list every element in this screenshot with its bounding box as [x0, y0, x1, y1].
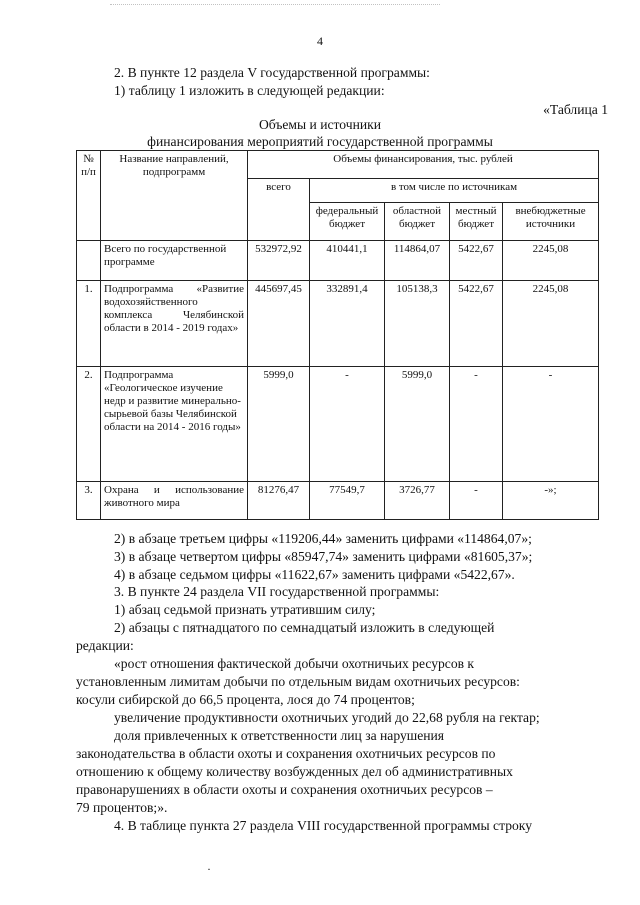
cell-num: 2. [77, 367, 101, 482]
cell-federal: 77549,7 [310, 482, 385, 520]
table-row [77, 281, 599, 367]
body-line: редакции: [76, 638, 134, 653]
cell-total: 5999,0 [248, 367, 310, 482]
cell-offbudget: 2245,08 [503, 241, 599, 281]
header-num: № п/п [77, 151, 101, 241]
body-line: 3) в абзаце четвертом цифры «85947,74» заменить цифрами «81605,37»; [114, 549, 533, 564]
header-offbudget: внебюджетные источники [503, 203, 599, 241]
cell-local: 5422,67 [450, 281, 503, 367]
header-volumes: Объемы финансирования, тыс. рублей [248, 151, 599, 179]
body-line: 79 процентов;». [76, 800, 168, 815]
body-line: доля привлеченных к ответственности лиц за нарушения [114, 728, 445, 743]
body-line: «рост отношения фактической добычи охотничьих ресурсов к [114, 656, 475, 671]
cell-total: 532972,92 [248, 241, 310, 281]
table-title: Объемы и источники [258, 117, 382, 132]
body-line: 4. В таблице пункта 27 раздела VIII государственной программы строку [114, 818, 532, 833]
cell-offbudget: - [503, 367, 599, 482]
cell-regional: 114864,07 [385, 241, 450, 281]
body-line: 4) в абзаце седьмом цифры «11622,67» заменить цифрами «5422,67». [114, 567, 515, 582]
financing-table [76, 150, 599, 520]
cell-name: Подпрограмма «Развитие водохозяйственного комплекса Челябинской области в 2014 - 2019 годах» [101, 281, 248, 367]
body-line: отношению к общему количеству возбужденных дел об административных [76, 764, 513, 779]
body-line: правонарушениях в области охоты и сохранения охотничьих ресурсов – [76, 782, 493, 797]
cell-regional: 5999,0 [385, 367, 450, 482]
cell-num: 1. [77, 281, 101, 367]
cell-regional: 105138,3 [385, 281, 450, 367]
paragraph-subitem-1: 1) таблицу 1 изложить в следующей редакции: [114, 83, 385, 98]
cell-num: 3. [77, 482, 101, 520]
table-row [77, 241, 599, 281]
body-line: 2) в абзаце третьем цифры «119206,44» заменить цифрами «114864,07»; [114, 531, 532, 546]
header-name: Название направлений, подпрограмм [101, 151, 248, 241]
cell-local: 5422,67 [450, 241, 503, 281]
table-row [77, 482, 599, 520]
cell-federal: 332891,4 [310, 281, 385, 367]
header-sources: в том числе по источникам [310, 179, 599, 203]
cell-name: Всего по государственной программе [101, 241, 248, 281]
body-line: законодательства в области охоты и сохранения охотничьих ресурсов по [76, 746, 496, 761]
body-line: установленным лимитам добычи по отдельным видам охотничьих ресурсов: [76, 674, 520, 689]
table-subtitle: финансирования мероприятий государственной программы [147, 134, 493, 149]
cell-num [77, 241, 101, 281]
cell-total: 81276,47 [248, 482, 310, 520]
cell-federal: 410441,1 [310, 241, 385, 281]
cell-local: - [450, 367, 503, 482]
cell-offbudget: 2245,08 [503, 281, 599, 367]
cell-name: Подпрограмма «Геологическое изучение недр и развитие минерально-сырьевой базы Челябинской области на 2014 - 2016 годы» [101, 367, 248, 482]
scan-artifact-line [110, 4, 440, 7]
cell-federal: - [310, 367, 385, 482]
body-line: косули сибирской до 66,5 процента, лося до 74 процентов; [76, 692, 415, 707]
cell-offbudget: -»; [503, 482, 599, 520]
body-line: 3. В пункте 24 раздела VII государственной программы: [114, 584, 440, 599]
body-line: 2) абзацы с пятнадцатого по семнадцатый изложить в следующей [114, 620, 495, 635]
body-line: увеличение продуктивности охотничьих угодий до 22,68 рубля на гектар; [114, 710, 540, 725]
cell-local: - [450, 482, 503, 520]
cell-name: Охрана и использование животного мира [101, 482, 248, 520]
table-row [77, 367, 599, 482]
header-federal: федеральный бюджет [310, 203, 385, 241]
paragraph-item-2: 2. В пункте 12 раздела V государственной программы: [114, 65, 430, 80]
header-total: всего [248, 179, 310, 241]
cell-regional: 3726,77 [385, 482, 450, 520]
header-regional: областной бюджет [385, 203, 450, 241]
cell-total: 445697,45 [248, 281, 310, 367]
scan-speck: · [207, 862, 211, 876]
page-number: 4 [317, 34, 323, 48]
body-line: 1) абзац седьмой признать утратившим силу; [114, 602, 376, 617]
header-local: местный бюджет [450, 203, 503, 241]
table-label: «Таблица 1 [543, 102, 608, 117]
